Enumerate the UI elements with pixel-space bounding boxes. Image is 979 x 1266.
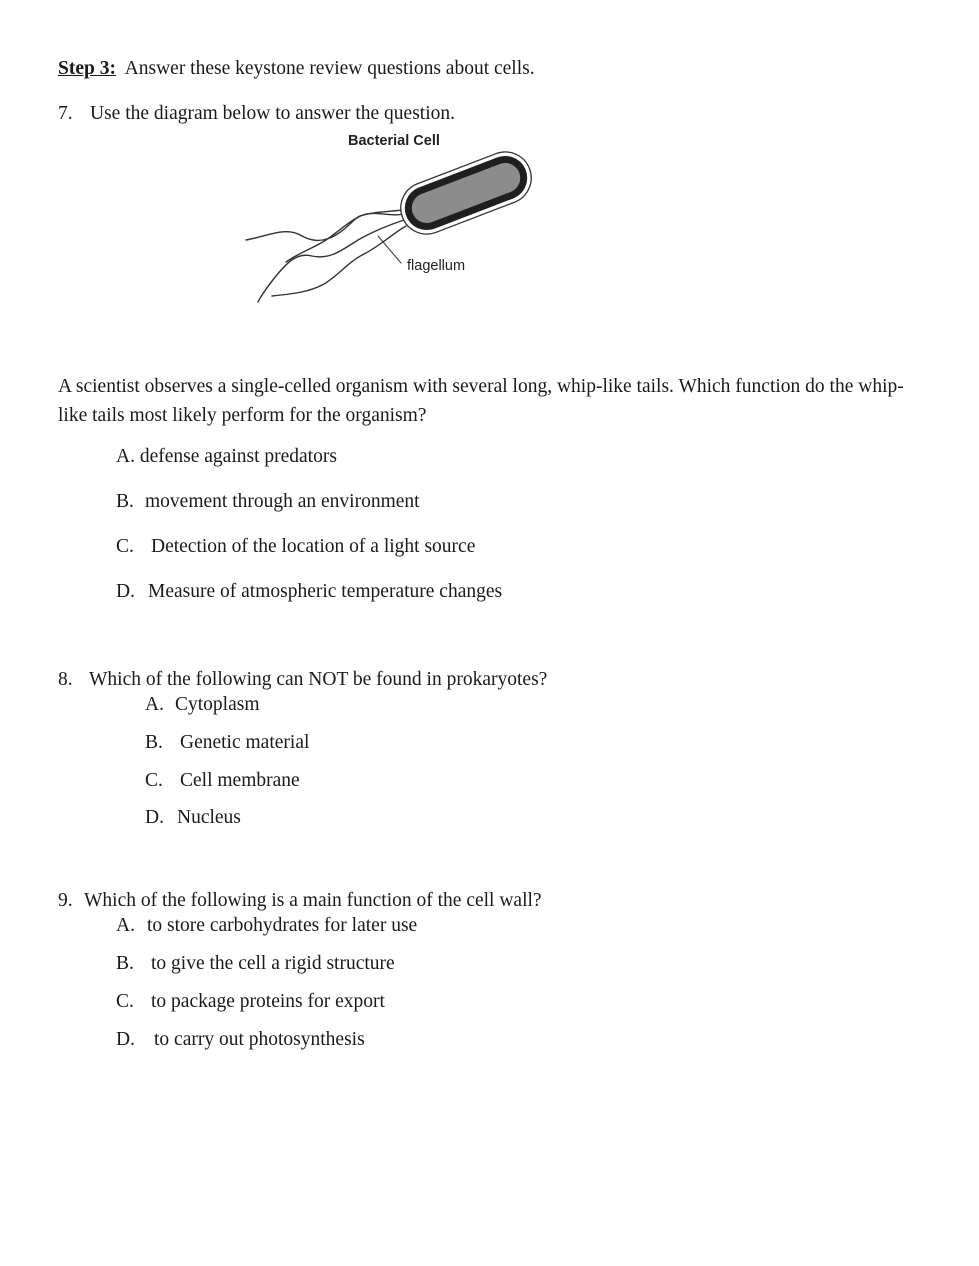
q7-option-a-letter: A. (116, 446, 135, 467)
q9-number: 9. (58, 890, 73, 911)
q9-option-a-letter: A. (116, 915, 135, 936)
q9-option-b (116, 953, 395, 975)
q9-option-a (116, 915, 417, 937)
q9-option-d-text: to carry out photosynthesis (154, 1029, 365, 1050)
flagellum-label: flagellum (407, 258, 466, 274)
step-text: Answer these keystone review questions about cells. (124, 58, 535, 79)
q7-option-d-letter: D. (116, 581, 135, 602)
q8-prompt: Which of the following can NOT be found in prokaryotes? (89, 669, 548, 690)
q8-option-d-text: Nucleus (177, 807, 241, 828)
q7-option-c (116, 536, 475, 558)
flagellum-strand-1 (246, 213, 404, 240)
q7-option-d (116, 581, 502, 603)
q7-option-b-letter: B. (116, 491, 134, 512)
q9-option-d (116, 1029, 365, 1051)
cell-body (393, 144, 539, 241)
q9-option-c-text: to package proteins for export (151, 991, 385, 1012)
q8-option-b-letter: B. (145, 732, 163, 753)
q9-option-d-letter: D. (116, 1029, 135, 1050)
q8-heading (58, 669, 547, 691)
q9-option-c (116, 991, 385, 1013)
diagram-title: Bacterial Cell (348, 133, 440, 149)
flagellum-pointer (378, 236, 401, 263)
q7-number: 7. (58, 103, 73, 124)
q7-option-a-text: defense against predators (139, 446, 337, 467)
flagellum-strand-3 (272, 226, 406, 296)
q8-option-c-letter: C. (145, 770, 163, 791)
q7-option-b-text: movement through an environment (145, 491, 420, 512)
q7-option-b (116, 491, 420, 513)
q7-option-d-text: Measure of atmospheric temperature changes (148, 581, 503, 602)
q9-option-c-letter: C. (116, 991, 134, 1012)
q8-option-a-text: Cytoplasm (175, 694, 260, 715)
q8-option-c-text: Cell membrane (180, 770, 300, 791)
q7-option-c-letter: C. (116, 536, 134, 557)
q9-option-b-text: to give the cell a rigid structure (151, 953, 395, 974)
q9-heading (58, 890, 542, 912)
q9-option-a-text: to store carbohydrates for later use (147, 915, 418, 936)
q8-number: 8. (58, 669, 73, 690)
q9-prompt: Which of the following is a main function of the cell wall? (84, 890, 542, 911)
step-label: Step 3: (58, 58, 116, 79)
q8-option-b-text: Genetic material (180, 732, 310, 753)
q8-option-a (145, 694, 260, 716)
q8-option-c (145, 770, 300, 792)
q7-option-a (116, 446, 337, 468)
q9-option-b-letter: B. (116, 953, 134, 974)
q7-stem: A scientist observes a single-celled organism with several long, whip-like tails. Which function do the whip-like tails most likely perform for the organism? (58, 376, 904, 426)
q8-option-d-letter: D. (145, 807, 164, 828)
bacterial-cell-illustration (0, 0, 979, 330)
q8-option-a-letter: A. (145, 694, 164, 715)
q7-prompt: Use the diagram below to answer the question. (90, 103, 455, 124)
q8-option-d (145, 807, 241, 829)
q7-option-c-text: Detection of the location of a light source (151, 536, 476, 557)
q8-option-b (145, 732, 309, 754)
